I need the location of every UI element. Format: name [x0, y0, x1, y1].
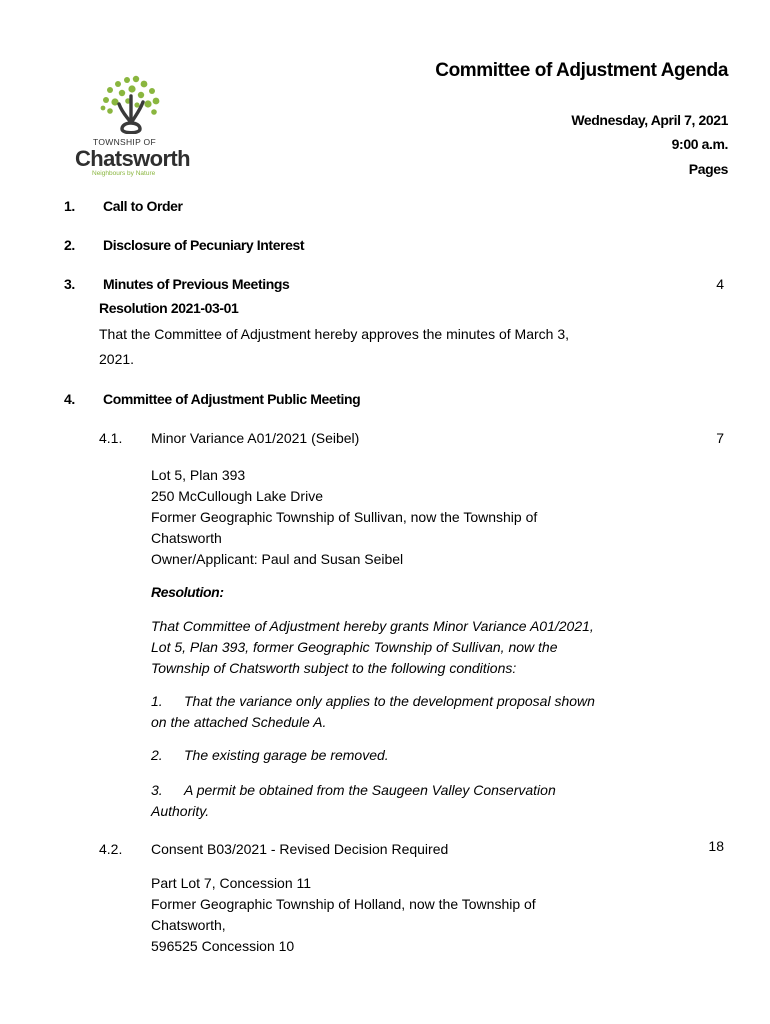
condition-text: A permit be obtained from the Saugeen Valley Conservation	[184, 782, 556, 798]
item-title-call-to-order: Call to Order	[103, 198, 183, 214]
item-title-pecuniary-interest: Disclosure of Pecuniary Interest	[103, 237, 305, 253]
condition-text-cont: on the attached Schedule A.	[151, 714, 327, 730]
item-number-1: 1.	[64, 198, 75, 214]
condition-text: The existing garage be removed.	[184, 747, 389, 763]
tree-icon	[70, 74, 190, 134]
logo-township-of: TOWNSHIP OF	[93, 137, 156, 147]
logo-chatsworth: Chatsworth	[75, 146, 191, 171]
condition-text-cont: Authority.	[151, 803, 210, 819]
resolution-text-line2: 2021.	[99, 351, 135, 367]
sub-item-details-4-1	[151, 465, 537, 570]
pages-label: Pages	[688, 161, 728, 177]
detail-line: Owner/Applicant: Paul and Susan Seibel	[151, 551, 404, 567]
detail-line: Lot 5, Plan 393	[151, 467, 246, 483]
agenda-title: Committee of Adjustment Agenda	[435, 60, 728, 81]
detail-line: 596525 Concession 10	[151, 938, 295, 954]
resolution-line: Township of Chatsworth subject to the following conditions:	[151, 660, 517, 676]
resolution-label: Resolution 2021-03-01	[99, 300, 239, 316]
meeting-time: 9:00 a.m.	[671, 136, 728, 152]
item-number-2: 2.	[64, 237, 75, 253]
detail-line: Chatsworth	[151, 530, 222, 546]
sub-item-title-minor-variance: Minor Variance A01/2021 (Seibel)	[151, 430, 360, 446]
resolution-line: That Committee of Adjustment hereby grants Minor Variance A01/2021,	[151, 618, 594, 634]
item-number-3: 3.	[64, 276, 75, 292]
meeting-date: Wednesday, April 7, 2021	[571, 112, 728, 128]
condition-number: 1.	[151, 693, 163, 709]
condition-2	[151, 745, 389, 766]
detail-line: Part Lot 7, Concession 11	[151, 875, 312, 891]
condition-3	[151, 780, 556, 822]
resolution-heading-4-1: Resolution:	[151, 584, 224, 600]
sub-item-title-consent: Consent B03/2021 - Revised Decision Required	[151, 841, 449, 857]
township-logo	[70, 74, 190, 184]
resolution-body-4-1	[151, 616, 594, 679]
detail-line: Chatsworth,	[151, 917, 226, 933]
condition-text: That the variance only applies to the development proposal shown	[184, 693, 595, 709]
item-title-public-meeting: Committee of Adjustment Public Meeting	[103, 391, 361, 407]
sub-item-number-4-1: 4.1.	[99, 430, 123, 446]
item-title-previous-minutes: Minutes of Previous Meetings	[103, 276, 290, 292]
condition-number: 3.	[151, 782, 163, 798]
sub-item-page-4-2: 18	[708, 838, 724, 854]
condition-number: 2.	[151, 747, 163, 763]
resolution-text-line1: That the Committee of Adjustment hereby approves the minutes of March 3,	[99, 326, 570, 342]
detail-line: Former Geographic Township of Sullivan, now the Township of	[151, 509, 538, 525]
logo-tagline: Neighbours by Nature	[92, 170, 156, 177]
sub-item-number-4-2: 4.2.	[99, 841, 123, 857]
item-page-3: 4	[716, 276, 724, 292]
sub-item-page-4-1: 7	[716, 430, 724, 446]
detail-line: 250 McCullough Lake Drive	[151, 488, 323, 504]
detail-line: Former Geographic Township of Holland, now the Township of	[151, 896, 536, 912]
sub-item-details-4-2	[151, 873, 536, 957]
resolution-line: Lot 5, Plan 393, former Geographic Township of Sullivan, now the	[151, 639, 558, 655]
condition-1	[151, 691, 595, 733]
item-number-4: 4.	[64, 391, 75, 407]
